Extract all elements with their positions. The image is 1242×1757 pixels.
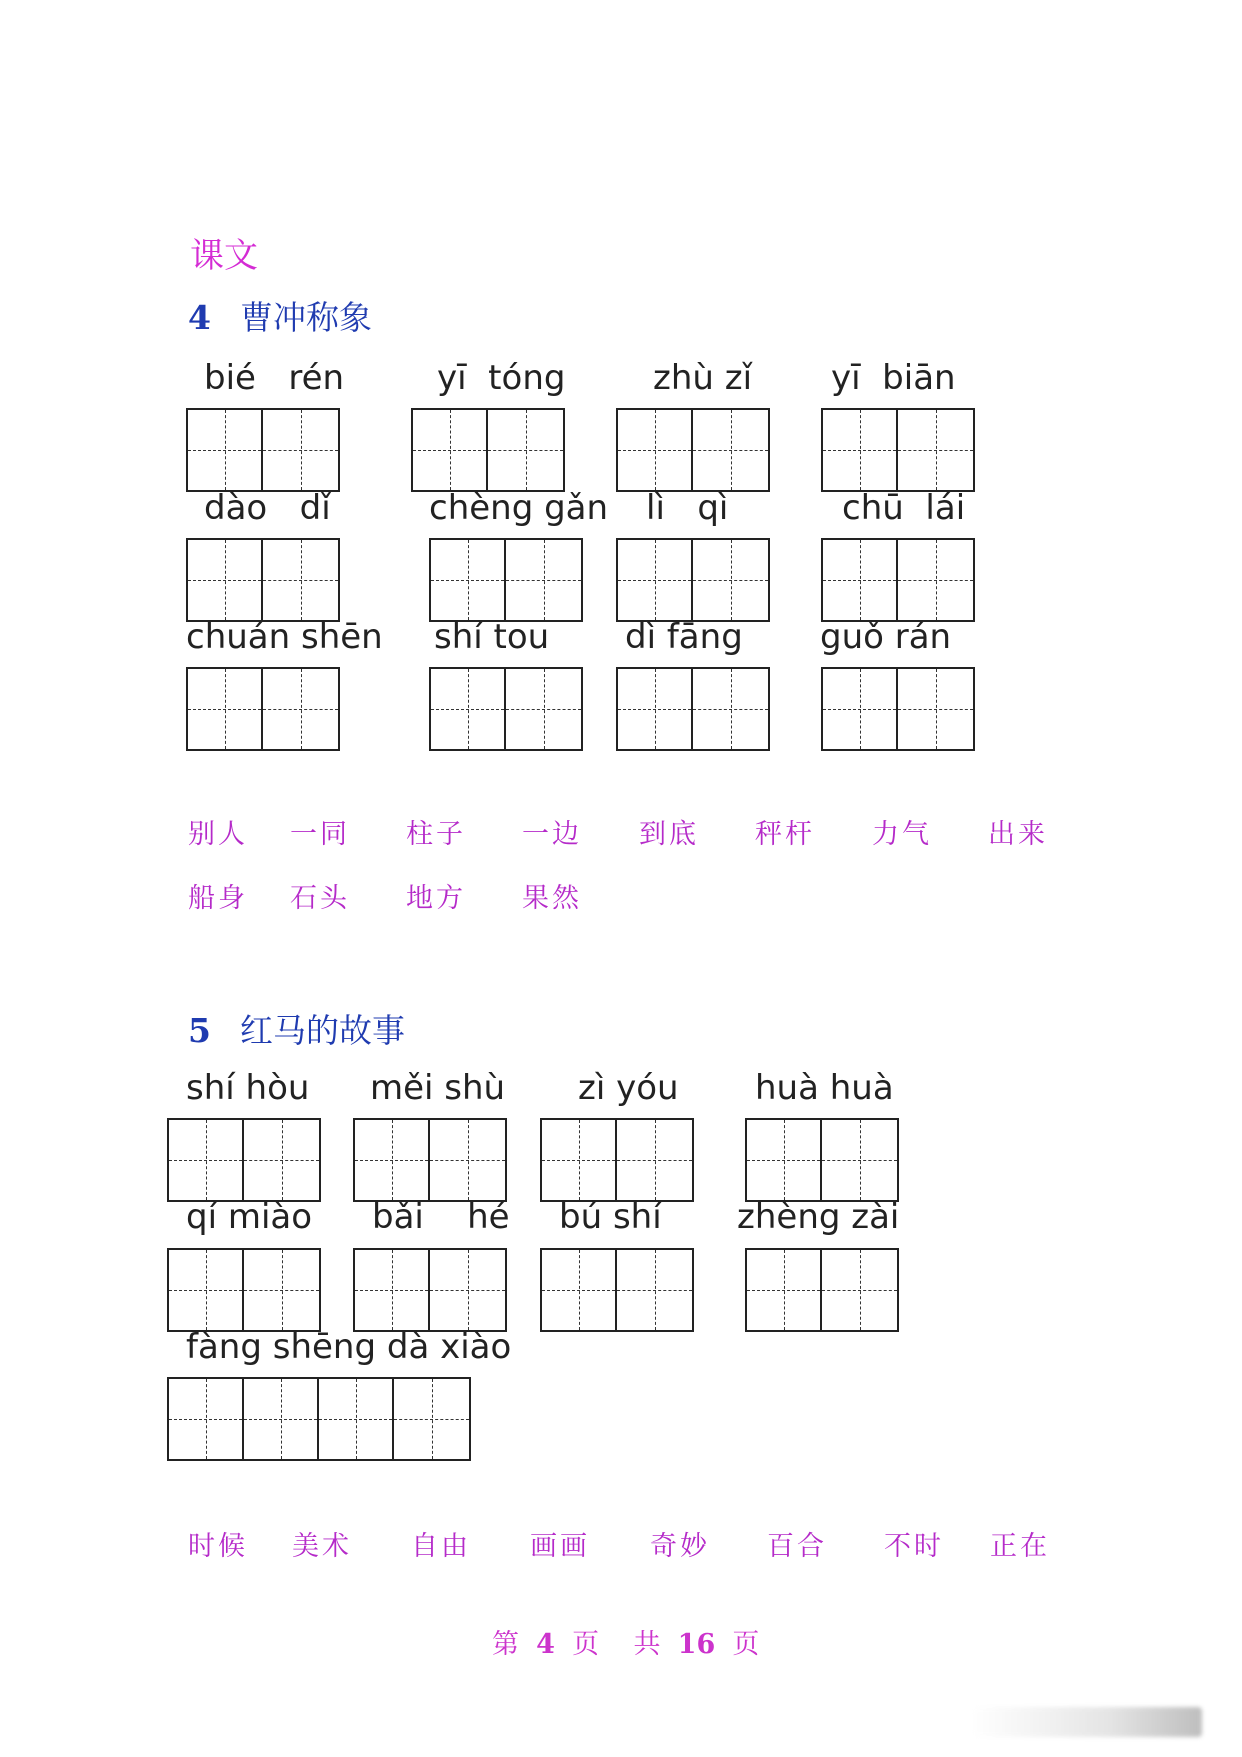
pinyin-l5-r1-c4: huà huà (755, 1068, 894, 1108)
word-l5-2: 美术 (292, 1531, 352, 1562)
pinyin-l5-r1-c3: zì yóu (578, 1068, 679, 1108)
writing-grid-l4-r3-c2[interactable] (429, 667, 583, 751)
pinyin-l4-r3-c3: dì fāng (625, 617, 743, 657)
word-l4-5: 到底 (639, 819, 699, 850)
page-footer (492, 1622, 759, 1661)
watermark-smudge (972, 1707, 1202, 1737)
lesson-4-title-text: 曹冲称象 (240, 298, 372, 337)
pinyin-l4-r3-c1: chuán shēn (186, 617, 383, 657)
lesson-4-title (188, 292, 372, 339)
writing-grid-l4-r1-c3[interactable] (616, 408, 770, 492)
writing-grid-l5-r1-c2[interactable] (353, 1118, 507, 1202)
writing-grid-l5-r1-c3[interactable] (540, 1118, 694, 1202)
word-l4-2: 一同 (290, 819, 350, 850)
writing-grid-l5-r2-c1[interactable] (167, 1248, 321, 1332)
pinyin-l5-r2-c4: zhèng zài (737, 1197, 900, 1237)
word-l5-6: 百合 (767, 1531, 827, 1562)
word-l4-6: 秤杆 (755, 819, 815, 850)
pinyin-l4-r2-c4: chū lái (842, 488, 966, 528)
page-number: 4 (536, 1629, 555, 1660)
writing-grid-l5-r3-c1[interactable] (167, 1377, 471, 1461)
writing-grid-l4-r1-c1[interactable] (186, 408, 340, 492)
word-l5-5: 奇妙 (650, 1531, 710, 1562)
word-l4-12: 果然 (522, 883, 582, 914)
pinyin-l4-r2-c1: dào dǐ (204, 488, 331, 528)
word-l4-10: 石头 (290, 883, 350, 914)
pinyin-l5-r1-c1: shí hòu (186, 1068, 310, 1108)
pinyin-l5-r2-c3: bú shí (559, 1197, 662, 1237)
section-label: 课文 (190, 236, 258, 276)
lesson-5-title (188, 1005, 405, 1052)
pinyin-l4-r3-c2: shí tou (434, 617, 550, 657)
writing-grid-l4-r3-c1[interactable] (186, 667, 340, 751)
writing-grid-l5-r2-c2[interactable] (353, 1248, 507, 1332)
total-prefix: 共 (633, 1629, 661, 1660)
word-l4-11: 地方 (406, 883, 466, 914)
lesson-5-number: 5 (188, 1011, 211, 1050)
word-l5-4: 画画 (530, 1531, 590, 1562)
writing-grid-l5-r1-c1[interactable] (167, 1118, 321, 1202)
pinyin-l5-r1-c2: měi shù (370, 1068, 506, 1108)
pinyin-l4-r2-c2: chèng gǎn (429, 488, 609, 528)
word-l4-7: 力气 (872, 819, 932, 850)
writing-grid-l4-r2-c1[interactable] (186, 538, 340, 622)
word-l5-8: 正在 (990, 1531, 1050, 1562)
writing-grid-l4-r3-c3[interactable] (616, 667, 770, 751)
writing-grid-l4-r1-c2[interactable] (411, 408, 565, 492)
footer-prefix: 第 (492, 1629, 519, 1660)
writing-grid-l4-r3-c4[interactable] (821, 667, 975, 751)
writing-grid-l4-r1-c4[interactable] (821, 408, 975, 492)
writing-grid-l5-r1-c4[interactable] (745, 1118, 899, 1202)
writing-grid-l5-r2-c4[interactable] (745, 1248, 899, 1332)
page-unit: 页 (572, 1629, 600, 1660)
writing-grid-l4-r2-c4[interactable] (821, 538, 975, 622)
lesson-5-title-text: 红马的故事 (240, 1011, 405, 1050)
word-l5-7: 不时 (884, 1531, 944, 1562)
pinyin-l4-r2-c3: lì qì (646, 488, 729, 528)
word-l4-1: 别人 (188, 819, 248, 850)
pinyin-l5-r3-c1: fàng shēng dà xiào (186, 1327, 512, 1367)
writing-grid-l4-r2-c2[interactable] (429, 538, 583, 622)
word-l4-4: 一边 (522, 819, 582, 850)
word-l4-9: 船身 (188, 883, 248, 914)
word-l5-1: 时候 (188, 1531, 248, 1562)
total-unit: 页 (732, 1629, 760, 1660)
pinyin-l5-r2-c1: qí miào (186, 1197, 313, 1237)
pinyin-l4-r1-c1: bié rén (204, 358, 345, 398)
word-l4-8: 出来 (988, 819, 1048, 850)
lesson-4-number: 4 (188, 298, 211, 337)
pinyin-l5-r2-c2: bǎi hé (372, 1197, 510, 1237)
word-l5-3: 自由 (411, 1531, 471, 1562)
writing-grid-l5-r2-c3[interactable] (540, 1248, 694, 1332)
pinyin-l4-r1-c3: zhù zǐ (653, 358, 753, 398)
writing-grid-l4-r2-c3[interactable] (616, 538, 770, 622)
pinyin-l4-r1-c4: yī biān (831, 358, 956, 398)
word-l4-3: 柱子 (406, 819, 466, 850)
pinyin-l4-r3-c4: guǒ rán (820, 617, 952, 657)
total-pages: 16 (677, 1629, 716, 1660)
pinyin-l4-r1-c2: yī tóng (437, 358, 566, 398)
